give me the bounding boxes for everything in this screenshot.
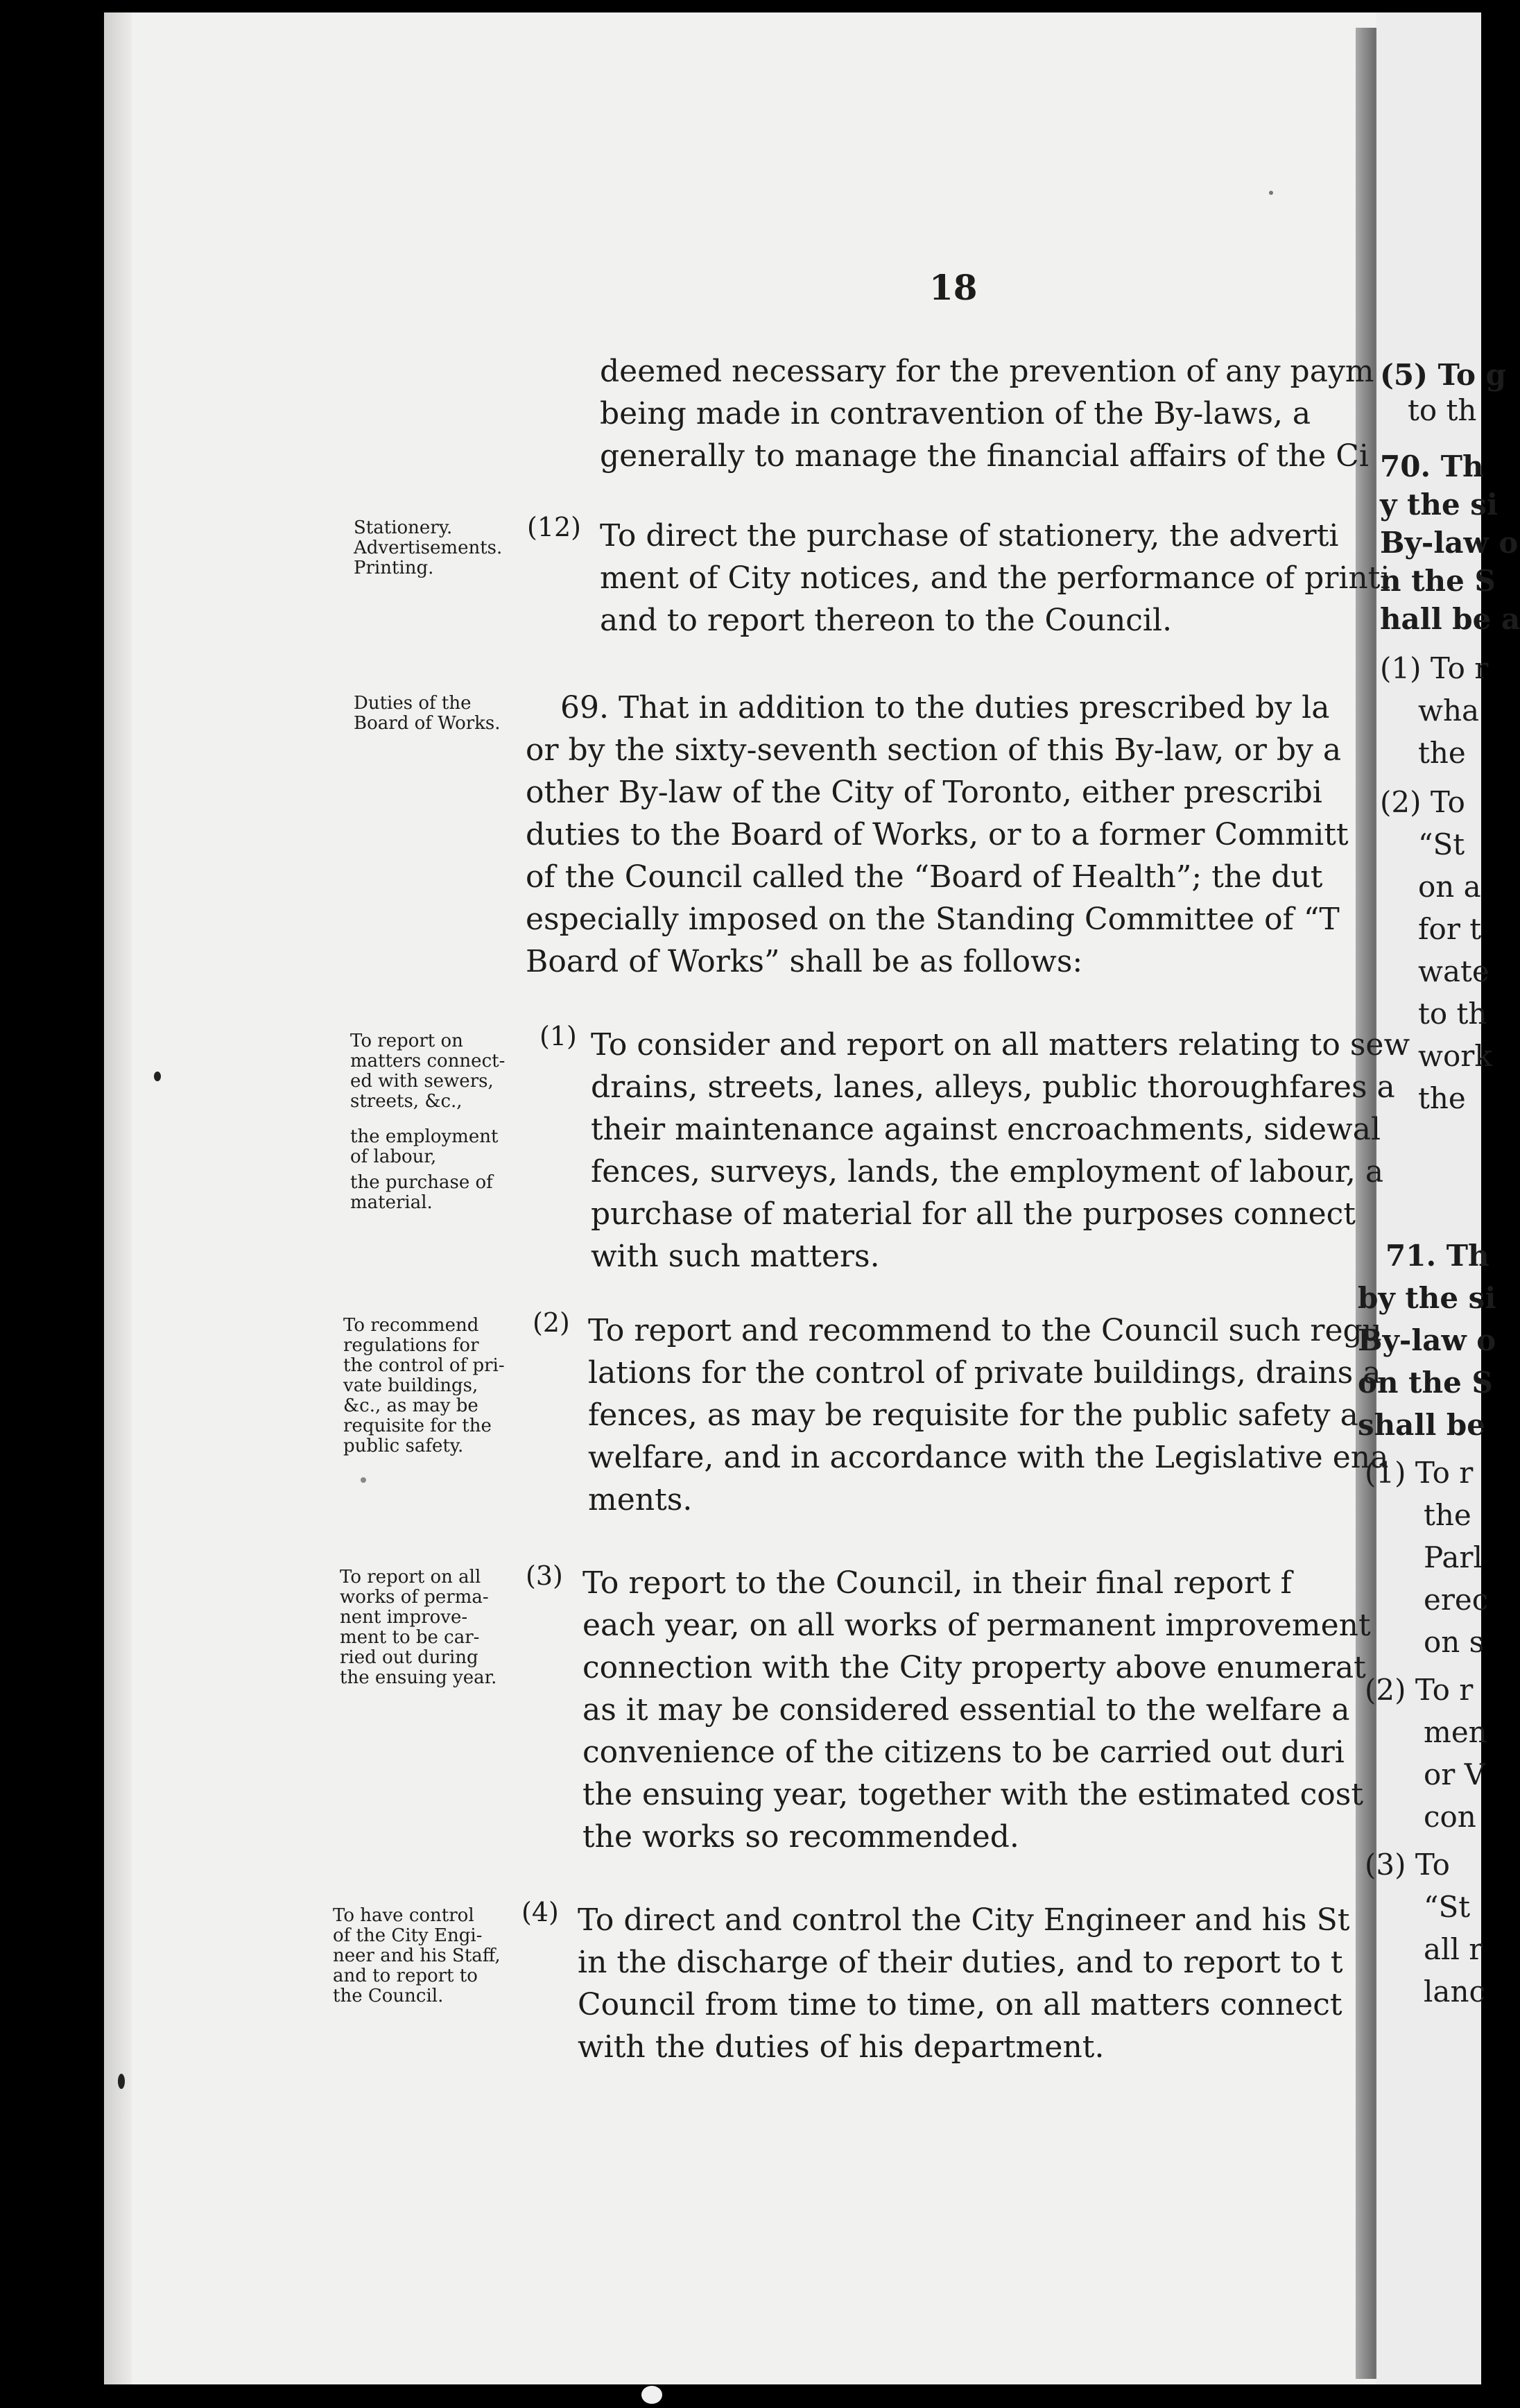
- margin-note-stationery: [354, 518, 502, 578]
- right-page-line: 71. Th: [1385, 1239, 1489, 1273]
- margin-note-permanent-works: [340, 1567, 496, 1688]
- section-line: especially imposed on the Standing Committee of “T: [526, 902, 1340, 937]
- margin-note-line: To report on: [350, 1031, 463, 1051]
- clause-line: To report and recommend to the Council such regu: [588, 1313, 1383, 1348]
- margin-note-line: vate buildings,: [343, 1375, 478, 1396]
- right-page-line: By-law o: [1358, 1323, 1496, 1357]
- section-line: duties to the Board of Works, or to a former Committ: [526, 817, 1349, 852]
- right-page-line: (5) To g: [1380, 358, 1507, 392]
- margin-note-line: ed with sewers,: [350, 1071, 494, 1092]
- right-page-line: n the S: [1380, 564, 1496, 598]
- margin-note-line: requisite for the: [343, 1416, 492, 1436]
- clause-line: To direct the purchase of stationery, the adverti: [600, 518, 1339, 553]
- margin-note-line: regulations for: [343, 1335, 479, 1356]
- clause-number: (4): [521, 1897, 559, 1927]
- page-number: 18: [929, 267, 978, 308]
- right-page-line: (2) To r: [1365, 1673, 1474, 1707]
- section-line: Board of Works” shall be as follows:: [526, 944, 1083, 979]
- margin-note-line: To report on all: [340, 1567, 481, 1588]
- margin-note-sewers: [350, 1031, 505, 1213]
- ink-speck: [118, 2074, 125, 2089]
- section-line: or by the sixty-seventh section of this By-law, or by a: [526, 732, 1342, 768]
- right-page-line: hall be a: [1380, 602, 1520, 636]
- right-page-line: the: [1424, 1498, 1471, 1532]
- section-line: of the Council called the “Board of Health”; the dut: [526, 859, 1323, 895]
- margin-note-line: Advertisements.: [354, 538, 503, 558]
- right-page-line: wha: [1418, 694, 1480, 728]
- margin-note-line: To have control: [333, 1905, 474, 1926]
- margin-note-regulations: [343, 1316, 505, 1456]
- right-page-line: or V: [1424, 1757, 1486, 1791]
- margin-note-line: Board of Works.: [354, 713, 501, 734]
- right-page-line: work: [1418, 1039, 1492, 1073]
- margin-note-line: Stationery.: [354, 517, 453, 538]
- right-page-line: “St: [1424, 1890, 1471, 1924]
- page-edge-shadow: [104, 12, 132, 2384]
- margin-note-line: the purchase of: [350, 1172, 493, 1193]
- margin-note-line: To recommend: [343, 1315, 479, 1336]
- ink-speck: [361, 1477, 366, 1483]
- clause-line: the ensuing year, together with the estimated cost: [582, 1777, 1364, 1812]
- margin-note-line: public safety.: [343, 1436, 464, 1456]
- clause-line: Council from time to time, on all matters connect: [578, 1987, 1342, 2022]
- margin-note-line: streets, &c.,: [350, 1091, 463, 1112]
- continuation-line: being made in contravention of the By-laws, a: [600, 396, 1311, 431]
- margin-note-line: &c., as may be: [343, 1395, 478, 1416]
- margin-note-line: of labour,: [350, 1146, 437, 1167]
- clause-1-text: [591, 1024, 1410, 1278]
- right-page-line: “St: [1418, 827, 1465, 861]
- right-page-line: (3) To: [1365, 1848, 1450, 1882]
- continuation-text: [600, 350, 1374, 477]
- clause-line: their maintenance against encroachments, sidewal: [591, 1112, 1381, 1147]
- clause-line: lations for the control of private buildings, drains a: [588, 1355, 1381, 1391]
- margin-note-line: works of perma-: [340, 1587, 489, 1608]
- clause-line: drains, streets, lanes, alleys, public thoroughfares a: [591, 1069, 1395, 1105]
- margin-note-line: and to report to: [333, 1966, 478, 1986]
- clause-line: the works so recommended.: [582, 1819, 1019, 1855]
- right-page-line: on a: [1418, 870, 1481, 904]
- clause-4-text: [578, 1899, 1349, 2068]
- margin-note-line: neer and his Staff,: [333, 1945, 501, 1966]
- clause-line: To report to the Council, in their final report f: [582, 1565, 1292, 1601]
- right-page-line: the: [1418, 1081, 1466, 1115]
- clause-line: with such matters.: [591, 1239, 880, 1274]
- right-page-text-lower: [1358, 1235, 1496, 2013]
- clause-number: (3): [526, 1560, 563, 1591]
- margin-note-line: Duties of the: [354, 693, 472, 714]
- clause-line: ment of City notices, and the performance of printi: [600, 560, 1390, 596]
- section-69-text: [526, 687, 1349, 983]
- margin-note-line: the control of pri-: [343, 1355, 505, 1376]
- margin-note-line: the ensuing year.: [340, 1667, 497, 1688]
- clause-12-text: [600, 515, 1390, 642]
- margin-note-line: nent improve-: [340, 1607, 468, 1628]
- right-page-line: all r: [1424, 1932, 1483, 1966]
- margin-note-line: material.: [350, 1192, 433, 1213]
- ink-speck: [1269, 191, 1273, 195]
- margin-note-line: Printing.: [354, 558, 434, 578]
- clause-line: ments.: [588, 1482, 693, 1517]
- ink-speck: [154, 1072, 161, 1081]
- margin-note-duties: [354, 694, 501, 734]
- right-page-line: to th: [1418, 997, 1487, 1031]
- clause-line: fences, surveys, lands, the employment of labour, a: [591, 1154, 1384, 1189]
- clause-2-text: [588, 1309, 1388, 1521]
- section-line: 69. That in addition to the duties prescribed by la: [560, 690, 1330, 725]
- margin-note-line: of the City Engi-: [333, 1925, 483, 1946]
- clause-line: welfare, and in accordance with the Legislative ena: [588, 1440, 1389, 1475]
- clause-line: To consider and report on all matters relating to sew: [591, 1027, 1410, 1063]
- right-page-line: con: [1424, 1800, 1476, 1834]
- clause-number: (12): [527, 512, 582, 542]
- right-page-line: wate: [1418, 954, 1489, 988]
- clause-line: as it may be considered essential to the welfare a: [582, 1692, 1350, 1728]
- right-page-line: (1) To r: [1365, 1456, 1474, 1490]
- margin-note-line: ried out during: [340, 1647, 478, 1668]
- right-page-line: (1) To r: [1380, 651, 1489, 685]
- clause-line: each year, on all works of permanent improvement: [582, 1608, 1371, 1643]
- right-page-line: erec: [1424, 1583, 1489, 1617]
- clause-line: connection with the City property above enumerat: [582, 1650, 1366, 1685]
- right-page-line: on s: [1424, 1625, 1485, 1659]
- right-page-line: By-law o: [1380, 526, 1519, 560]
- clause-3-text: [582, 1562, 1371, 1858]
- margin-note-line: [350, 1112, 505, 1127]
- clause-number: (2): [533, 1307, 570, 1338]
- clause-line: with the duties of his department.: [578, 2029, 1105, 2065]
- right-page-line: 70. Th: [1380, 449, 1484, 483]
- right-page-line: lanc: [1424, 1975, 1486, 2009]
- margin-note-line: the employment: [350, 1126, 499, 1147]
- margin-note-city-engineer: [333, 1906, 501, 2006]
- right-page-line: to th: [1408, 393, 1477, 427]
- right-page-line: the: [1418, 736, 1466, 770]
- margin-note-line: matters connect-: [350, 1051, 506, 1072]
- clause-line: fences, as may be requisite for the public safety a: [588, 1398, 1358, 1433]
- right-page-line: (2) To: [1380, 785, 1465, 819]
- clause-line: purchase of material for all the purposes connect: [591, 1196, 1356, 1232]
- margin-note-line: the Council.: [333, 1986, 444, 2006]
- right-page-line: on the S: [1358, 1366, 1493, 1400]
- right-page-line: y the si: [1380, 488, 1498, 522]
- continuation-line: deemed necessary for the prevention of any paym: [600, 354, 1374, 389]
- clause-number: (1): [539, 1021, 577, 1051]
- section-line: other By-law of the City of Toronto, either prescribi: [526, 775, 1322, 810]
- right-page-line: for t: [1418, 912, 1482, 946]
- right-page-line: men: [1424, 1715, 1487, 1749]
- right-page-line: by the si: [1358, 1281, 1496, 1315]
- right-page-line: shall be: [1358, 1408, 1486, 1442]
- clause-line: To direct and control the City Engineer and his St: [578, 1902, 1350, 1938]
- margin-note-line: ment to be car-: [340, 1627, 480, 1648]
- clause-line: convenience of the citizens to be carried out duri: [582, 1735, 1345, 1770]
- clause-line: in the discharge of their duties, and to report to t: [578, 1945, 1343, 1980]
- ink-speck: [641, 2386, 662, 2404]
- clause-line: and to report thereon to the Council.: [600, 603, 1173, 638]
- right-page-text: [1380, 354, 1520, 1119]
- continuation-line: generally to manage the financial affairs of the Ci: [600, 438, 1369, 474]
- right-page-line: Parl: [1424, 1540, 1483, 1574]
